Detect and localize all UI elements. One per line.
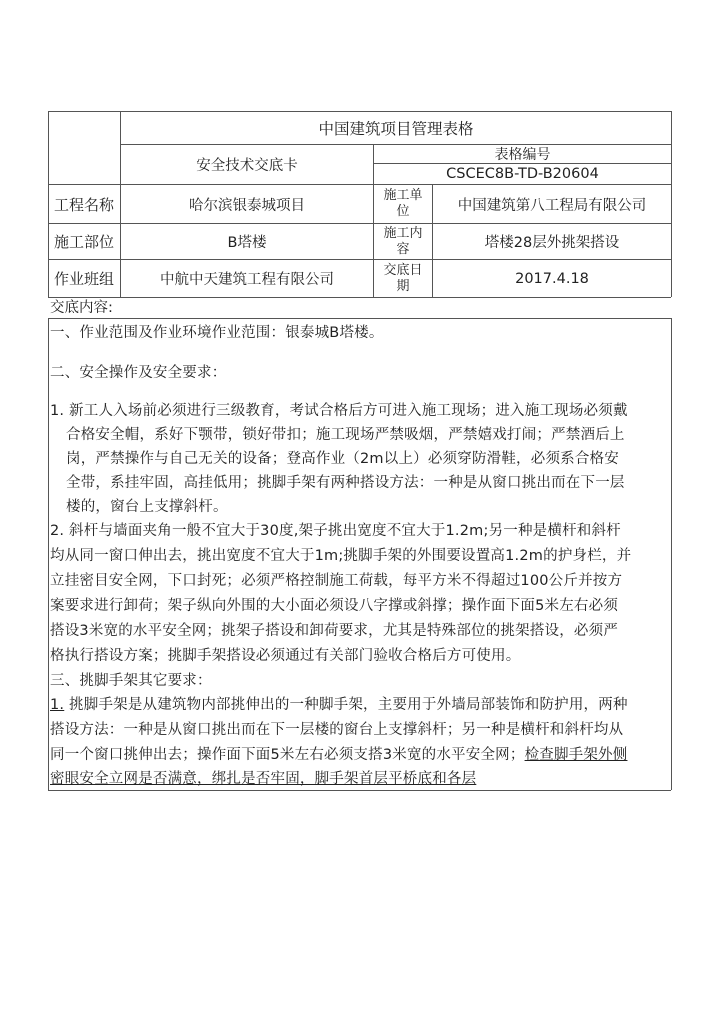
form-number: CSCEC8B-TD-B20604 (446, 166, 599, 182)
work-content-label-line1: 施工内 (383, 225, 423, 241)
item-2-line-4: 案要求进行卸荷；架子纵向外围的大小面必须设八字撑或斜撑；操作面下面5米左右必须 (50, 598, 619, 614)
form-number-label: 表格编号 (494, 147, 551, 163)
project-name-label: 工程名称 (53, 195, 114, 214)
item-3-line-4-underlined: 密眼安全立网是否满意，绑扎是否牢固，脚手架首层平桥底和各层 (50, 771, 477, 787)
form-title: 中国建筑项目管理表格 (318, 120, 474, 138)
contractor-label-line1: 施工单 (383, 188, 423, 203)
content-box-top (48, 318, 671, 319)
team-value: 中航中天建筑工程有限公司 (160, 272, 334, 288)
item-2-line-5: 搭设3米宽的水平安全网；挑架子搭设和卸荷要求，尤其是特殊部位的挑架搭设，必须严 (50, 623, 619, 639)
work-content-label (374, 224, 432, 259)
briefing-date-value: 2017.4.18 (515, 270, 589, 287)
item-1-line-2: 合格安全帽，系好下颚带，锁好带扣；施工现场严禁吸烟，严禁嬉戏打闹；严禁酒后上 (66, 427, 625, 443)
item-3-line-3-text: 同一个窗口挑伸出去；操作面下面5米左右必须支搭3米宽的水平安全网； (50, 747, 525, 763)
item-1-line-4: 全带，系挂牢固，高挂低用；挑脚手架有两种搭设方法：一种是从窗口挑出而在下一层 (66, 475, 625, 491)
item-2-line-2: 均从同一窗口伸出去，挑出宽度不宜大于1m;挑脚手架的外围要设置高1.2m的护身栏，并 (50, 548, 632, 564)
item-1-line-1: 1. 新工人入场前必须进行三级教育，考试合格后方可进入施工现场；进入施工现场必须戴 (50, 403, 628, 419)
contractor-label-line2: 位 (396, 204, 410, 219)
item-3-line-1 (50, 694, 628, 718)
item-3-number: 1. (50, 697, 65, 713)
section-2-heading: 二、安全操作及安全要求： (50, 365, 227, 381)
item-1-line-5: 楼的，窗台上支撑斜杆。 (66, 499, 228, 515)
item-2-line-1: 2. 斜杆与墙面夹角一般不宜大于30度,架子挑出宽度不宜大于1.2m;另一种是横杆和斜杆 (50, 523, 621, 539)
section-3-heading: 三、挑脚手架其它要求： (50, 673, 212, 689)
content-box-right (671, 318, 672, 790)
item-2-line-6: 格执行搭设方案；挑脚手架搭设必须通过有关部门验收合格后方可使用。 (50, 648, 521, 664)
table-right-border (671, 111, 672, 297)
form-name: 安全技术交底卡 (196, 158, 298, 174)
work-content-value: 塔楼28层外挑架搭设 (484, 235, 620, 251)
item-2-line-3: 立挂密目安全网，下口封死；必须严格控制施工荷载，每平方米不得超过100公斤并按方 (50, 573, 623, 589)
briefing-content-heading: 交底内容: (50, 300, 113, 316)
row-divider-3 (48, 297, 671, 298)
item-1-line-3: 岗，严禁操作与自己无关的设备；登高作业（2m以上）必须穿防滑鞋，必须系合格安 (66, 451, 619, 467)
location-label: 施工部位 (53, 233, 114, 251)
briefing-date-label-line1: 交底日 (383, 262, 423, 278)
location-value: B塔楼 (227, 235, 267, 251)
contractor-value: 中国建筑第八工程局有限公司 (457, 197, 647, 214)
team-label: 作业班组 (53, 270, 114, 288)
briefing-date-label (374, 260, 432, 297)
briefing-date-label-line2: 期 (396, 278, 410, 294)
project-name-value: 哈尔滨银泰城项目 (189, 197, 305, 214)
item-3-line-2: 搭设方法：一种是从窗口挑出而在下一层楼的窗台上支撑斜杆；另一种是横杆和斜杆均从 (50, 722, 624, 738)
item-3-line-1-text: 挑脚手架是从建筑物内部挑伸出的一种脚手架，主要用于外墙局部装饰和防护用，两种 (64, 697, 628, 713)
item-3-line-3-underlined: 检查脚手架外侧 (524, 747, 628, 763)
section-1-scope: 一、作业范围及作业环境作业范围：银泰城B塔楼。 (50, 325, 384, 341)
contractor-label (374, 185, 432, 223)
content-box-left (48, 318, 49, 790)
item-3-line-3 (50, 744, 627, 768)
work-content-label-line2: 容 (396, 241, 410, 257)
